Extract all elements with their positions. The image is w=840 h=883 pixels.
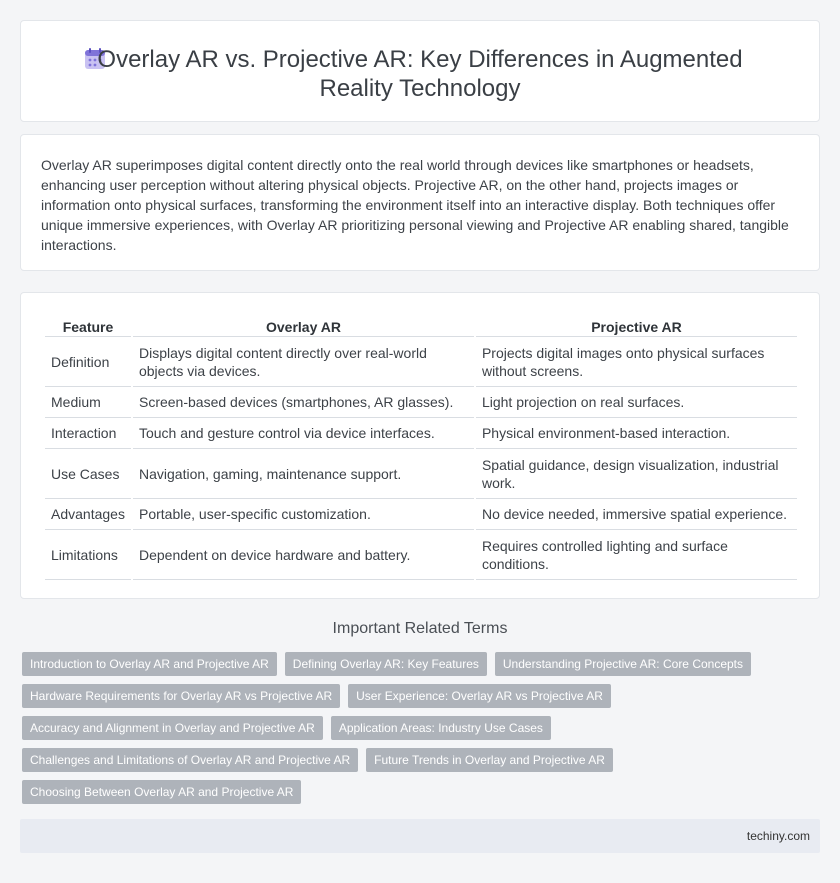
related-term-tag[interactable]: Application Areas: Industry Use Cases [331, 716, 551, 740]
header-feature: Feature [45, 315, 131, 337]
row-feature: Limitations [45, 530, 131, 580]
row-feature: Interaction [45, 418, 131, 449]
related-term-tag[interactable]: Understanding Projective AR: Core Concepts [495, 652, 751, 676]
row-projective: Requires controlled lighting and surface conditions. [476, 530, 797, 580]
header-projective-ar: Projective AR [476, 315, 797, 337]
row-feature: Definition [45, 337, 131, 387]
row-projective: Projects digital images onto physical surfaces without screens. [476, 337, 797, 387]
related-term-tag[interactable]: Hardware Requirements for Overlay AR vs Projective AR [22, 684, 340, 708]
row-overlay: Portable, user-specific customization. [133, 499, 474, 530]
tag-row [22, 684, 822, 708]
intro-card [20, 134, 820, 271]
row-projective: Spatial guidance, design visualization, industrial work. [476, 449, 797, 499]
tag-row [22, 716, 822, 740]
tag-row [22, 652, 822, 676]
table-row [45, 337, 797, 387]
table-row [45, 387, 797, 418]
comparison-card [20, 292, 820, 599]
related-terms-list [22, 652, 822, 812]
header-overlay-ar: Overlay AR [133, 315, 474, 337]
table-row [45, 418, 797, 449]
page-title: Overlay AR vs. Projective AR: Key Differences in Augmented Reality Technology [97, 46, 743, 102]
row-feature: Advantages [45, 499, 131, 530]
footer [20, 819, 820, 853]
table-row [45, 530, 797, 580]
intro-paragraph: Overlay AR superimposes digital content directly onto the real world through devices like smartphones or headsets, enhancing user perception without altering physical objects. Projective AR, on the other hand, projects images or information onto physical surfaces, transforming the environment itself into an interactive display. Both techniques offer unique immersive experiences, with Overlay AR prioritizing personal viewing and Projective AR enabling shared, tangible interactions. [41, 157, 789, 253]
row-overlay: Touch and gesture control via device interfaces. [133, 418, 474, 449]
row-overlay: Navigation, gaming, maintenance support. [133, 449, 474, 499]
row-feature: Medium [45, 387, 131, 418]
row-projective: No device needed, immersive spatial experience. [476, 499, 797, 530]
table-row [45, 449, 797, 499]
table-row [45, 499, 797, 530]
header-card [20, 20, 820, 122]
footer-site-link[interactable]: techiny.com [746, 829, 810, 843]
related-term-tag[interactable]: Future Trends in Overlay and Projective AR [366, 748, 613, 772]
related-term-tag[interactable]: User Experience: Overlay AR vs Projective AR [348, 684, 611, 708]
comparison-table [43, 315, 799, 580]
related-term-tag[interactable]: Choosing Between Overlay AR and Projective AR [22, 780, 301, 804]
row-projective: Physical environment-based interaction. [476, 418, 797, 449]
related-term-tag[interactable]: Introduction to Overlay AR and Projective AR [22, 652, 277, 676]
table-header-row [45, 315, 797, 337]
row-projective: Light projection on real surfaces. [476, 387, 797, 418]
tag-row [22, 780, 822, 804]
related-term-tag[interactable]: Accuracy and Alignment in Overlay and Projective AR [22, 716, 323, 740]
related-terms-title: Important Related Terms [332, 620, 508, 637]
row-overlay: Dependent on device hardware and battery. [133, 530, 474, 580]
related-term-tag[interactable]: Defining Overlay AR: Key Features [285, 652, 487, 676]
row-overlay: Screen-based devices (smartphones, AR glasses). [133, 387, 474, 418]
related-term-tag[interactable]: Challenges and Limitations of Overlay AR and Projective AR [22, 748, 358, 772]
row-overlay: Displays digital content directly over real-world objects via devices. [133, 337, 474, 387]
tag-row [22, 748, 822, 772]
row-feature: Use Cases [45, 449, 131, 499]
